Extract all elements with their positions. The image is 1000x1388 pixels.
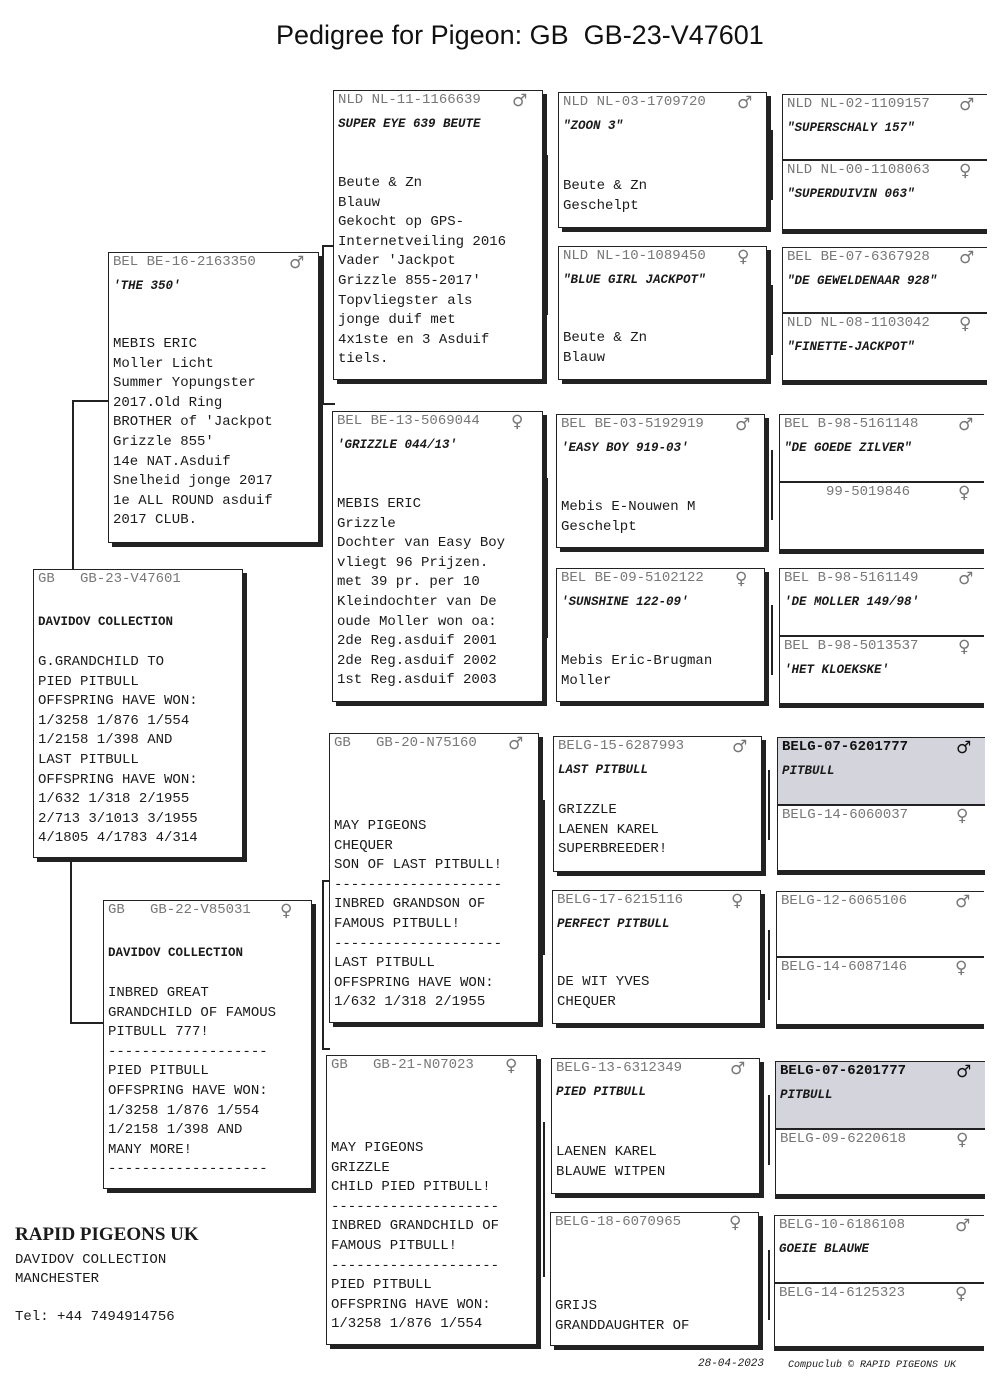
connector-line (322, 1048, 330, 1050)
pigeon-name: 'EASY BOY 919-03' (561, 441, 689, 455)
gggp-card-highlighted (777, 737, 985, 805)
connector-line (70, 1022, 105, 1024)
ggp-card (550, 1212, 759, 1346)
pigeon-notes: Beute & Zn Blauw Gekocht op GPS- Internetveiling 2016 Vader 'Jackpot Grizzle 855-2017' Topvliegster als jonge duif met 4x1ste en 3 Asduif tiels. (338, 175, 507, 368)
female-icon: ♀ (955, 958, 968, 978)
ggp-card (556, 414, 765, 548)
ring-number: BELG-15-6287993 (558, 738, 685, 754)
breeder-city: MANCHESTER (15, 1271, 100, 1287)
ring-number: NLD NL-02-1109157 (787, 96, 930, 112)
ring-number: BEL B-98-5161148 (784, 416, 919, 432)
pigeon-name: 'DE MOLLER 149/98' (784, 595, 920, 609)
ring-number: BELG-09-6220618 (780, 1131, 907, 1147)
pigeon-name: GOEIE BLAUWE (779, 1242, 870, 1256)
connector-line (322, 245, 324, 405)
ring-number: GB GB-22-V85031 (108, 902, 251, 918)
female-icon: ♀ (955, 1284, 968, 1304)
female-icon: ♀ (511, 412, 524, 432)
male-icon: ♂ (955, 892, 971, 912)
connector-line (768, 1095, 770, 1165)
pigeon-notes: MAY PIGEONS GRIZZLE CHILD PIED PITBULL! -------------------- INBRED GRANDCHILD OF FAMOUS PITBULL! -------------------- PIED PITBULL OFFSPRING HAVE WON: 1/3258 1/876 1/554 (331, 1140, 500, 1333)
ggp-card (551, 1058, 760, 1194)
pigeon-name: 'SUNSHINE 122-09' (561, 595, 689, 609)
ring-number: BELG-17-6215116 (557, 892, 684, 908)
gggp-card (774, 1215, 984, 1283)
connector-line (771, 285, 773, 355)
male-icon: ♂ (508, 734, 524, 754)
female-icon: ♀ (280, 901, 293, 921)
ring-number: BELG-07-6201777 (782, 739, 909, 755)
pigeon-name: PERFECT PITBULL (557, 917, 670, 931)
software-credit: Compuclub © RAPID PIGEONS UK (788, 1360, 957, 1371)
breeder-line: DAVIDOV COLLECTION (15, 1252, 167, 1268)
pigeon-name: "SUPERSCHALY 157" (787, 121, 915, 135)
pigeon-name: "FINETTE-JACKPOT" (787, 340, 915, 354)
ring-number: GB GB-20-N75160 (334, 735, 477, 751)
pigeon-name: "DE GOEDE ZILVER" (784, 441, 912, 455)
sire-dam-card (332, 411, 543, 702)
female-icon: ♀ (737, 247, 750, 267)
gggp-card (779, 414, 984, 482)
female-icon: ♀ (958, 483, 971, 503)
pigeon-notes: GRIJS GRANDDAUGHTER OF (555, 1298, 690, 1334)
pigeon-name: PITBULL (782, 764, 835, 778)
breeder-name: RAPID PIGEONS UK (15, 1224, 199, 1245)
female-icon: ♀ (956, 1130, 969, 1150)
connector-line (72, 400, 74, 570)
pigeon-notes: LAENEN KAREL BLAUWE WITPEN (556, 1144, 666, 1180)
connector-line (543, 1122, 545, 1277)
gggp-card (776, 891, 984, 957)
female-icon: ♀ (505, 1056, 518, 1076)
ring-number: BELG-07-6201777 (780, 1063, 907, 1079)
ring-number: BELG-14-6125323 (779, 1285, 906, 1301)
breeder-phone: Tel: +44 7494914756 (15, 1309, 175, 1325)
ring-number: BEL BE-09-5102122 (561, 570, 704, 586)
connector-line (768, 1250, 770, 1320)
pigeon-notes: Mebis E-Nouwen M Geschelpt (561, 499, 696, 535)
pigeon-name: 'GRIZZLE 044/13' (337, 438, 458, 452)
print-date: 28-04-2023 (698, 1358, 765, 1370)
ring-number: GB GB-21-N07023 (331, 1057, 474, 1073)
ggp-card (556, 568, 765, 702)
ring-number: NLD NL-03-1709720 (563, 94, 706, 110)
connector-line (543, 800, 545, 955)
ring-number: BEL BE-07-6367928 (787, 249, 930, 265)
ring-number: BELG-12-6065106 (781, 893, 908, 909)
male-icon: ♂ (730, 1059, 746, 1079)
pigeon-name: DAVIDOV COLLECTION (38, 615, 174, 629)
pigeon-name: PIED PITBULL (556, 1085, 647, 1099)
gggp-card (775, 1129, 985, 1195)
male-icon: ♂ (958, 415, 974, 435)
pigeon-name: "DE GEWELDENAAR 928" (787, 274, 938, 288)
pigeon-notes: MEBIS ERIC Grizzle Dochter van Easy Boy vliegt 96 Prijzen. met 39 pr. per 10 Kleindochter van De oude Moller won oa: 2de Reg.asduif 2001 2de Reg.asduif 2002 1st Reg.asduif 2003 (337, 496, 506, 689)
ggp-card (552, 890, 761, 1024)
ring-number: BELG-14-6060037 (782, 807, 909, 823)
pigeon-name: DAVIDOV COLLECTION (108, 946, 244, 960)
female-icon: ♀ (729, 1213, 742, 1233)
sire-card (108, 252, 319, 543)
pigeon-notes: Beute & Zn Geschelpt (563, 178, 648, 214)
ring-number: BEL BE-13-5069044 (337, 413, 480, 429)
gggp-card (777, 805, 985, 871)
sire-sire-card (333, 90, 543, 380)
connector-line (70, 862, 72, 1024)
pigeon-name: "ZOON 3" (563, 119, 624, 133)
male-icon: ♂ (959, 95, 975, 115)
ring-number: BEL BE-03-5192919 (561, 416, 704, 432)
ggp-card (558, 92, 767, 228)
connector-line (771, 450, 773, 520)
pigeon-notes: INBRED GREAT GRANDCHILD OF FAMOUS PITBULL 777! ------------------- PIED PITBULL OFFSPRING HAVE WON: 1/3258 1/876 1/554 1/2158 1/398 AND MANY MORE! ------------------- (108, 985, 277, 1178)
connector-line (546, 478, 548, 638)
gggp-card (782, 247, 987, 313)
pigeon-notes: MAY PIGEONS CHEQUER SON OF LAST PITBULL! -------------------- INBRED GRANDSON OF FAMOUS PITBULL! -------------------- LAST PITBULL OFFSPRING HAVE WON: 1/632 1/318 2/1955 (334, 818, 503, 1011)
ring-number: BELG-10-6186108 (779, 1217, 906, 1233)
gggp-card (782, 313, 987, 381)
ring-number: GB GB-23-V47601 (38, 571, 181, 587)
ring-number: BELG-13-6312349 (556, 1060, 683, 1076)
pigeon-name: "BLUE GIRL JACKPOT" (563, 273, 706, 287)
ring-number: BEL B-98-5013537 (784, 638, 919, 654)
male-icon: ♂ (956, 738, 972, 758)
connector-line (72, 400, 109, 402)
ring-number: NLD NL-00-1108063 (787, 162, 930, 178)
pigeon-notes: Mebis Eric-Brugman Moller (561, 653, 713, 689)
pigeon-name: LAST PITBULL (558, 763, 649, 777)
pigeon-notes: G.GRANDCHILD TO PIED PITBULL OFFSPRING HAVE WON: 1/3258 1/876 1/554 1/2158 1/398 AND LAST PITBULL OFFSPRING HAVE WON: 1/632 1/318 2/1955 2/713 3/1013 3/1955 4/1805 4/1783 4/314 (38, 654, 198, 847)
female-icon: ♀ (735, 569, 748, 589)
male-icon: ♂ (735, 415, 751, 435)
gggp-card (779, 568, 984, 636)
connector-line (322, 880, 324, 1050)
ring-number: BEL BE-16-2163350 (113, 254, 256, 270)
connector-line (322, 403, 335, 405)
male-icon: ♂ (958, 569, 974, 589)
connector-line (768, 770, 770, 840)
page-title: Pedigree for Pigeon: GB GB-23-V47601 (276, 20, 764, 50)
male-icon: ♂ (289, 253, 305, 273)
male-icon: ♂ (512, 91, 528, 111)
gggp-card (776, 957, 984, 1025)
ring-number: BELG-18-6070965 (555, 1214, 682, 1230)
gggp-card (782, 160, 987, 230)
female-icon: ♀ (956, 806, 969, 826)
pigeon-name: 'THE 350' (113, 279, 181, 293)
ring-number: 99-5019846 (826, 484, 911, 500)
pigeon-notes: DE WIT YVES CHEQUER (557, 974, 650, 1010)
gggp-card (779, 636, 984, 704)
connector-line (771, 130, 773, 200)
pigeon-name: SUPER EYE 639 BEUTE (338, 117, 481, 131)
gggp-card (774, 1283, 984, 1347)
pigeon-name: 'HET KLOEKSKE' (784, 663, 890, 677)
gggp-card-highlighted (775, 1061, 985, 1129)
gggp-card (782, 94, 987, 160)
connector-line (771, 605, 773, 675)
male-icon: ♂ (956, 1062, 972, 1082)
female-icon: ♀ (959, 314, 972, 334)
pigeon-name: "SUPERDUIVIN 063" (787, 187, 915, 201)
ring-number: BEL B-98-5161149 (784, 570, 919, 586)
connector-line (546, 155, 548, 315)
dam-card (103, 900, 312, 1189)
male-icon: ♂ (732, 737, 748, 757)
female-icon: ♀ (958, 637, 971, 657)
female-icon: ♀ (959, 161, 972, 181)
subject-pigeon-card (33, 569, 243, 858)
pigeon-notes: Beute & Zn Blauw (563, 330, 648, 366)
pigeon-notes: MEBIS ERIC Moller Licht Summer Yopungster 2017.Old Ring BROTHER of 'Jackpot Grizzle 855' 14e NAT.Asduif Snelheid jonge 2017 1e ALL ROUND asduif 2017 CLUB. (113, 336, 273, 529)
male-icon: ♂ (737, 93, 753, 113)
ring-number: NLD NL-10-1089450 (563, 248, 706, 264)
pigeon-name: PITBULL (780, 1088, 833, 1102)
connector-line (768, 930, 770, 1000)
pigeon-notes: GRIZZLE LAENEN KAREL SUPERBREEDER! (558, 802, 668, 858)
ggp-card (558, 246, 767, 380)
female-icon: ♀ (731, 891, 744, 911)
ggp-card (553, 736, 762, 872)
gggp-card (779, 482, 984, 550)
ring-number: NLD NL-11-1166639 (338, 92, 481, 108)
male-icon: ♂ (959, 248, 975, 268)
ring-number: BELG-14-6087146 (781, 959, 908, 975)
male-icon: ♂ (955, 1216, 971, 1236)
ring-number: NLD NL-08-1103042 (787, 315, 930, 331)
dam-dam-card (326, 1055, 537, 1345)
dam-sire-card (329, 733, 539, 1023)
